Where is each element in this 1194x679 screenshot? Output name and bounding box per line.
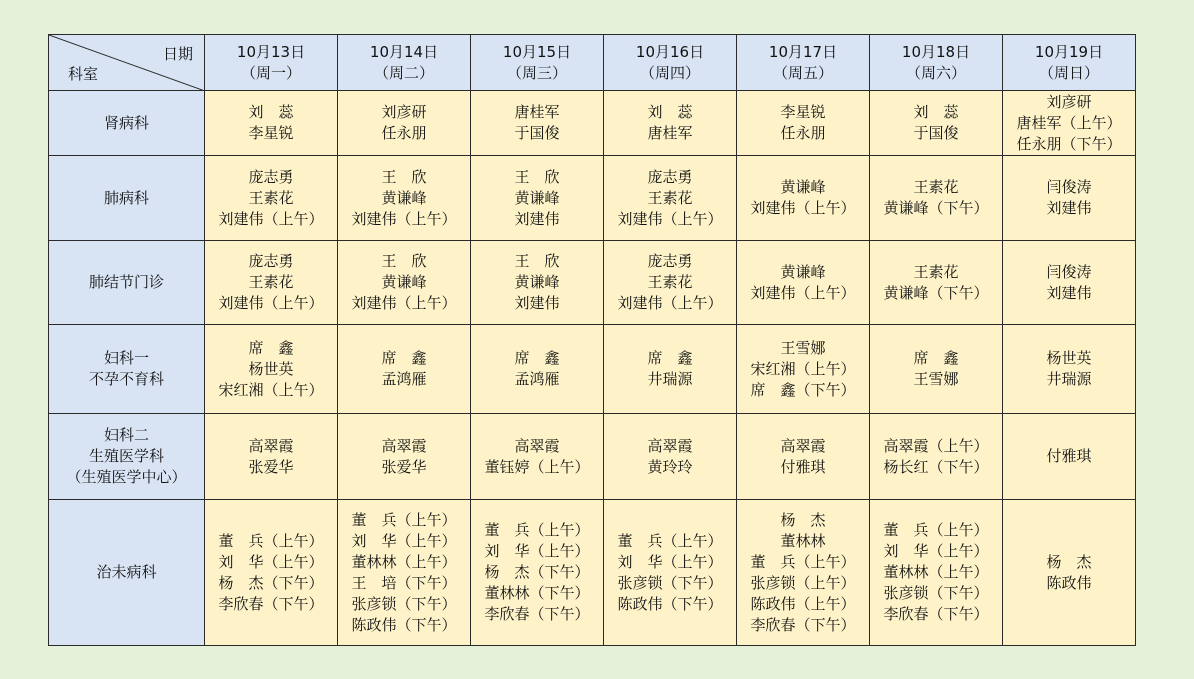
corner-dept-label: 科室 [68,65,99,83]
row-lung [49,156,1136,241]
schedule-cell: 王雪娜 宋红湘（上午） 席 鑫（下午） [737,325,870,414]
schedule-cell: 闫俊涛 刘建伟 [1003,156,1136,241]
schedule-cell: 闫俊涛 刘建伟 [1003,241,1136,325]
row-kidney [49,91,1136,156]
day-date: 10月14日 [369,42,439,61]
day-date: 10月13日 [236,42,306,61]
day-header-3 [604,35,737,91]
schedule-cell: 黄谦峰 刘建伟（上午） [737,156,870,241]
schedule-cell: 王 欣 黄谦峰 刘建伟（上午） [338,156,471,241]
dept-label: 肺结节门诊 [49,241,205,325]
day-weekday: （周三） [506,63,567,82]
day-weekday: （周二） [373,63,434,82]
schedule-cell: 王 欣 黄谦峰 刘建伟（上午） [338,241,471,325]
schedule-cell: 高翠霞 黄玲玲 [604,414,737,500]
day-header-1 [338,35,471,91]
schedule-cell: 高翠霞 张爱华 [338,414,471,500]
schedule-cell: 王素花 黄谦峰（下午） [870,241,1003,325]
day-date: 10月18日 [901,42,971,61]
dept-label: 肾病科 [49,91,205,156]
day-header-6 [1003,35,1136,91]
schedule-cell: 董 兵（上午） 刘 华（上午） 董林林（上午） 张彦锁（下午） 李欣春（下午） [870,500,1003,646]
day-weekday: （周五） [772,63,833,82]
schedule-cell: 席 鑫 孟鸿雁 [471,325,604,414]
schedule-cell: 高翠霞 付雅琪 [737,414,870,500]
schedule-cell: 刘 蕊 于国俊 [870,91,1003,156]
schedule-cell: 庞志勇 王素花 刘建伟（上午） [205,156,338,241]
corner-date-label: 日期 [162,45,193,63]
dept-label: 治未病科 [49,500,205,646]
dept-label: 妇科二 生殖医学科 （生殖医学中心） [49,414,205,500]
schedule-cell: 席 鑫 王雪娜 [870,325,1003,414]
schedule-cell: 席 鑫 杨世英 宋红湘（上午） [205,325,338,414]
day-date: 10月15日 [502,42,572,61]
row-gyn-1 [49,325,1136,414]
schedule-cell: 董 兵（上午） 刘 华（上午） 杨 杰（下午） 李欣春（下午） [205,500,338,646]
schedule-cell: 付雅琪 [1003,414,1136,500]
day-weekday: （周一） [240,63,301,82]
schedule-cell: 李星锐 任永朋 [737,91,870,156]
schedule-cell: 唐桂军 于国俊 [471,91,604,156]
schedule-cell: 黄谦峰 刘建伟（上午） [737,241,870,325]
schedule-cell: 高翠霞（上午） 杨长红（下午） [870,414,1003,500]
day-date: 10月19日 [1034,42,1104,61]
schedule-cell: 董 兵（上午） 刘 华（上午） 董林林（上午） 王 培（下午） 张彦锁（下午） 陈政伟（下午） [338,500,471,646]
schedule-cell: 高翠霞 张爱华 [205,414,338,500]
duty-schedule-table [48,34,1136,646]
corner-cell [49,35,205,91]
day-weekday: （周六） [905,63,966,82]
day-date: 10月16日 [635,42,705,61]
schedule-cell: 庞志勇 王素花 刘建伟（上午） [604,156,737,241]
day-date: 10月17日 [768,42,838,61]
schedule-cell: 董 兵（上午） 刘 华（上午） 杨 杰（下午） 董林林（下午） 李欣春（下午） [471,500,604,646]
schedule-cell: 董 兵（上午） 刘 华（上午） 张彦锁（下午） 陈政伟（下午） [604,500,737,646]
schedule-cell: 刘 蕊 唐桂军 [604,91,737,156]
schedule-cell: 庞志勇 王素花 刘建伟（上午） [205,241,338,325]
dept-label: 肺病科 [49,156,205,241]
schedule-cell: 席 鑫 井瑞源 [604,325,737,414]
day-header-5 [870,35,1003,91]
header-row [49,35,1136,91]
schedule-cell: 王 欣 黄谦峰 刘建伟 [471,241,604,325]
day-header-2 [471,35,604,91]
schedule-cell: 庞志勇 王素花 刘建伟（上午） [604,241,737,325]
day-weekday: （周四） [639,63,700,82]
day-weekday: （周日） [1038,63,1099,82]
row-gyn-2 [49,414,1136,500]
day-header-0 [205,35,338,91]
dept-label: 妇科一 不孕不育科 [49,325,205,414]
row-lung-nodule [49,241,1136,325]
schedule-cell: 王 欣 黄谦峰 刘建伟 [471,156,604,241]
day-header-4 [737,35,870,91]
schedule-cell: 刘彦研 唐桂军（上午） 任永朋（下午） [1003,91,1136,156]
schedule-cell: 杨 杰 董林林 董 兵（上午） 张彦锁（上午） 陈政伟（上午） 李欣春（下午） [737,500,870,646]
schedule-cell: 席 鑫 孟鸿雁 [338,325,471,414]
schedule-cell: 王素花 黄谦峰（下午） [870,156,1003,241]
schedule-cell: 刘 蕊 李星锐 [205,91,338,156]
schedule-cell: 高翠霞 董钰婷（上午） [471,414,604,500]
schedule-cell: 杨 杰 陈政伟 [1003,500,1136,646]
schedule-cell: 刘彦研 任永朋 [338,91,471,156]
row-preventive [49,500,1136,646]
schedule-cell: 杨世英 井瑞源 [1003,325,1136,414]
